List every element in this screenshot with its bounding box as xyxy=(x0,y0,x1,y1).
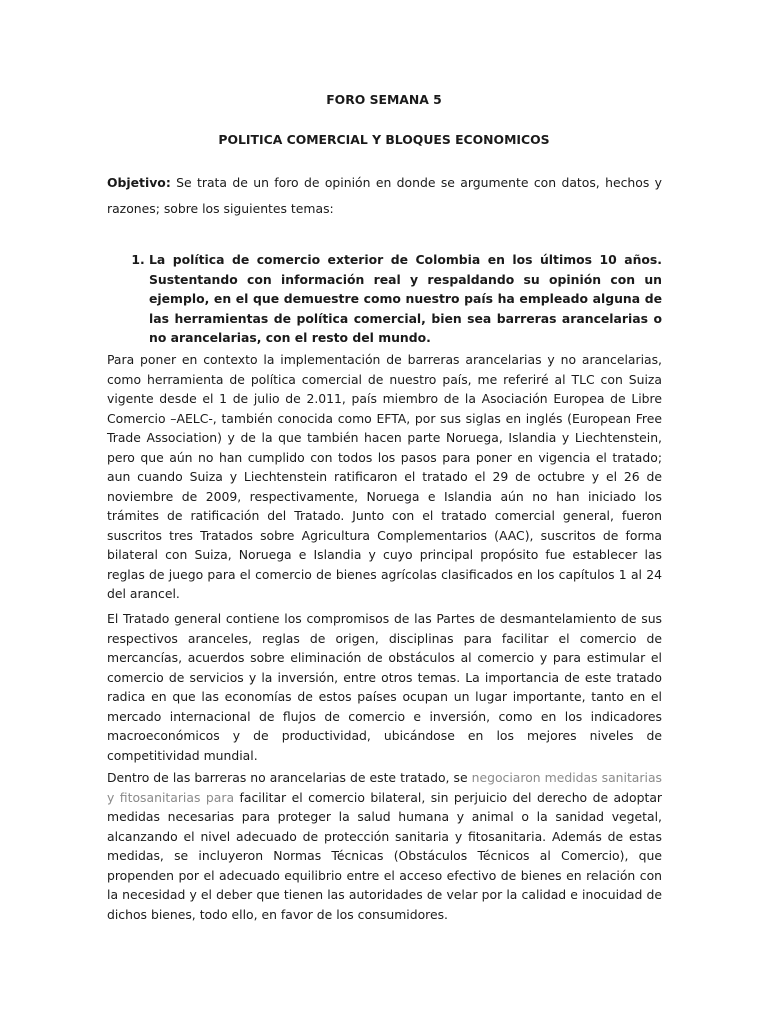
page-title: FORO SEMANA 5 xyxy=(326,92,442,107)
page-subtitle: POLITICA COMERCIAL Y BLOQUES ECONOMICOS xyxy=(218,132,550,147)
objective-text: Se trata de un foro de opinión en donde se argumente con datos, hechos y razones; sobre los siguientes temas: xyxy=(107,175,662,216)
body-paragraph-2: El Tratado general contiene los compromisos de las Partes de desmantelamiento de sus respectivos aranceles, reglas de origen, disciplinas para facilitar el comercio de mercancías, acuerdos sobre eliminación de obstáculos al comercio y para estimular el comercio de servicios y la inversión, entre otros temas. La importancia de este tratado radica en que las economías de estos países ocupan un lugar importante, tanto en el mercado internacional de flujos de comercio e inversión, como en los indicadores macroeconómicos y de productividad, ubicándose en los mejores niveles de competitividad mundial. xyxy=(107,611,662,763)
body-paragraph-3 xyxy=(107,768,662,924)
body-paragraph-1: Para poner en contexto la implementación de barreras arancelarias y no arancelarias, como herramienta de política comercial de nuestro país, me referiré al TLC con Suiza vigente desde el 1 de julio de 2.011, país miembro de la Asociación Europea de Libre Comercio –AELC-, también conocida como EFTA, por sus siglas en inglés (European Free Trade Association) y de la que también hacen parte Noruega, Islandia y Liechtenstein, pero que aún no han cumplido con todos los pasos para poner en vigencia el tratado; aun cuando Suiza y Liechtenstein ratificaron el tratado el 29 de octubre y el 26 de noviembre de 2009, respectivamente, Noruega e Islandia aún no han iniciado los trámites de ratificación del Tratado. Junto con el tratado comercial general, fueron suscritos tres Tratados sobre Agricultura Complementarios (AAC), suscritos de forma bilateral con Suiza, Noruega e Islandia y cuyo principal propósito fue establecer las reglas de juego para el comercio de bienes agrícolas clasificados en los capítulos 1 al 24 del arancel. xyxy=(107,352,662,601)
paragraph-3-end: facilitar el comercio bilateral, sin perjuicio del derecho de adoptar medidas necesarias para proteger la salud humana y animal o la sanidad vegetal, alcanzando el nivel adecuado de protección sanitaria y fitosanitaria. Además de estas medidas, se incluyeron Normas Técnicas (Obstáculos Técnicos al Comercio), que propenden por el adecuado equilibrio entre el acceso efectivo de bienes en relación con la necesidad y el deber que tienen las autoridades de velar por la calidad e inocuidad de dichos bienes, todo ello, en favor de los consumidores. xyxy=(107,789,663,922)
question-list xyxy=(107,250,662,348)
paragraph-3-start: Dentro de las barreras no arancelarias de este tratado, se xyxy=(107,770,472,785)
paragraph-3-gray-text: negociaron medidas sanitarias y fitosanitarias para xyxy=(107,770,662,805)
question-item: 1. La política de comercio exterior de Colombia en los últimos 10 años. Sustentando con información real y respaldando su opinión con un ejemplo, en el que demuestre como nuestro país ha empleado alguna de las herramientas de política comercial, bien sea barreras arancelarias o no arancelarias, con el resto del mundo. xyxy=(149,250,662,348)
objective-paragraph xyxy=(107,170,662,222)
objective-label: Objetivo: xyxy=(107,175,171,190)
